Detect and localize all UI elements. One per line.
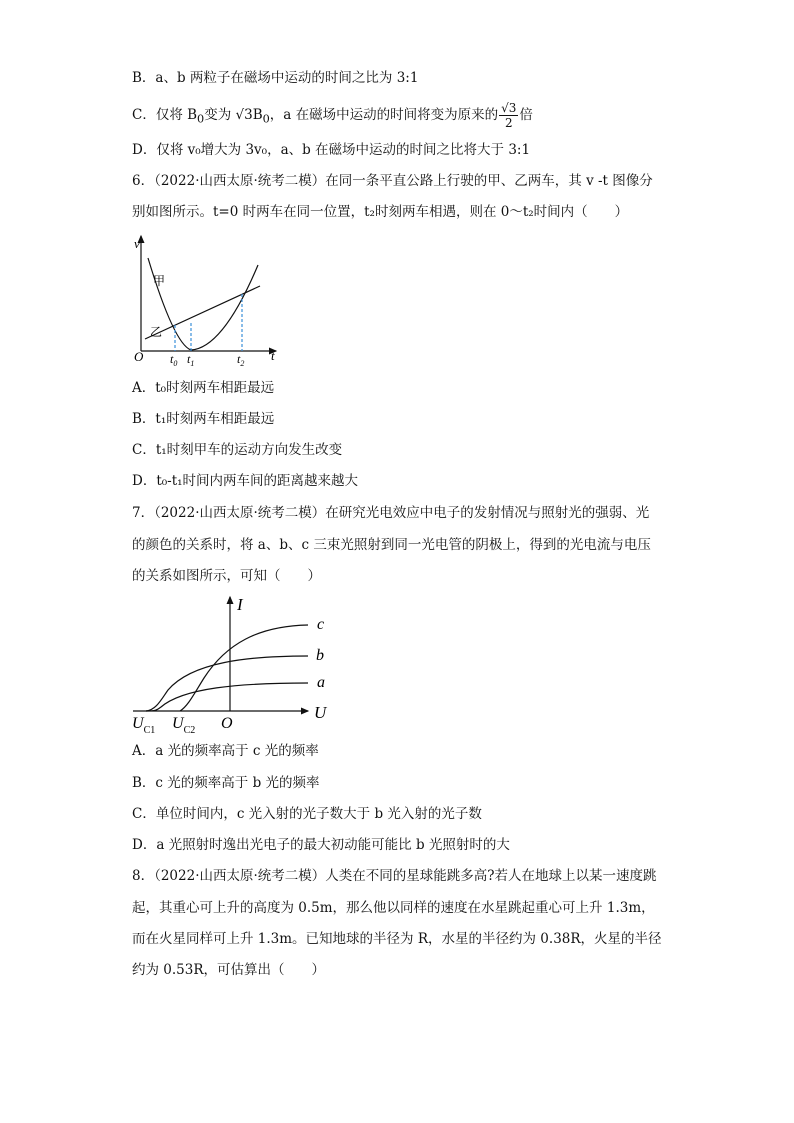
q6-yi-label: 乙 bbox=[150, 325, 163, 339]
q6-stem-line-2: 别如图所示。t=0 时两车在同一位置，t₂时刻两车相遇，则在 0～t₂时间内（ ） bbox=[132, 204, 629, 220]
q7-stem-line-3: 的关系如图所示，可知（ ） bbox=[132, 568, 321, 584]
q5-option-c-text-3: ，a 在磁场中运动的时间将变为原来的 bbox=[269, 107, 499, 123]
q7-uc1-main: U bbox=[132, 715, 144, 732]
q6-option-b: B．t₁时刻两车相距最远 bbox=[132, 411, 275, 427]
q6-option-d: D．t₀-t₁时间内两车间的距离越来越大 bbox=[132, 473, 359, 489]
q7-stem-line-2: 的颜色的关系时，将 a、b、c 三束光照射到同一光电管的阴极上，得到的光电流与电压 bbox=[132, 537, 651, 553]
q6-origin-label: O bbox=[134, 349, 144, 364]
q6-tick-t2-letter: t bbox=[237, 352, 241, 366]
q6-tick-t2 bbox=[237, 352, 244, 368]
q6-tick-t0 bbox=[170, 352, 177, 368]
q7-stem-line-1: 7．（2022·山西太原·统考二模）在研究光电效应中电子的发射情况与照射光的强弱、光 bbox=[132, 505, 650, 521]
q5-option-c-text-1: C．仅将 B bbox=[132, 107, 198, 123]
q5-option-c bbox=[132, 101, 533, 132]
q7-option-c: C．单位时间内，c 光入射的光子数大于 b 光入射的光子数 bbox=[132, 806, 482, 822]
q7-option-a: A．a 光的频率高于 c 光的频率 bbox=[132, 743, 319, 759]
q6-option-a: A．t₀时刻两车相距最远 bbox=[132, 380, 275, 396]
q7-origin-label: O bbox=[221, 715, 233, 732]
q6-stem-line-1: 6．（2022·山西太原·统考二模）在同一条平直公路上行驶的甲、乙两车，其 v -t 图像分 bbox=[132, 173, 653, 189]
q7-uc2-label bbox=[172, 715, 195, 736]
q7-curve-c bbox=[180, 625, 308, 711]
q5-option-d: D．仅将 v₀增大为 3v₀，a、b 在磁场中运动的时间之比将大于 3:1 bbox=[132, 142, 531, 158]
q7-option-d: D．a 光照射时逸出光电子的最大初动能可能比 b 光照射时的大 bbox=[132, 837, 510, 853]
q7-curve-b-label: b bbox=[316, 647, 324, 664]
fraction-numerator: √3 bbox=[501, 101, 517, 115]
q6-tick-t2-sub: 2 bbox=[240, 359, 245, 368]
q5-option-c-sub-1: 0 bbox=[262, 112, 270, 126]
q6-v-label: v bbox=[134, 236, 140, 251]
q6-tick-t1-sub: 1 bbox=[190, 359, 195, 368]
q7-i-label: I bbox=[237, 595, 243, 614]
q5-option-b: B．a、b 两粒子在磁场中运动的时间之比为 3:1 bbox=[132, 70, 419, 86]
q7-curve-c-label: c bbox=[317, 616, 325, 633]
q7-uc1-sub: C1 bbox=[143, 725, 156, 736]
q6-tick-t0-sub: 0 bbox=[173, 359, 178, 368]
q6-line-yi bbox=[145, 286, 260, 339]
q6-option-c: C．t₁时刻甲车的运动方向发生改变 bbox=[132, 442, 343, 458]
q7-option-b: B．c 光的频率高于 b 光的频率 bbox=[132, 775, 320, 791]
q6-tick-t1-letter: t bbox=[187, 352, 191, 366]
q8-line-4: 约为 0.53R，可估算出（ ） bbox=[132, 962, 326, 978]
q5-option-c-text-2: 变为 √3B bbox=[204, 107, 263, 123]
q7-uc1-label bbox=[132, 715, 155, 736]
q5-option-c-fraction bbox=[499, 101, 518, 130]
q6-tick-t0-letter: t bbox=[170, 352, 174, 366]
q5-option-c-text-4: 倍 bbox=[519, 107, 533, 123]
q6-jia-label: 甲 bbox=[153, 274, 166, 288]
q7-uc2-main: U bbox=[172, 715, 184, 732]
q6-t-label: t bbox=[271, 348, 275, 363]
q8-line-3: 而在火星同样可上升 1.3m。已知地球的半径为 R，水星的半径约为 0.38R，火星的半径 bbox=[132, 931, 662, 947]
fraction-denominator: 2 bbox=[504, 116, 513, 130]
q8-line-1: 8．（2022·山西太原·统考二模）人类在不同的星球能跳多高?若人在地球上以某一速度跳 bbox=[132, 868, 657, 884]
q7-curve-a-label: a bbox=[317, 674, 325, 691]
q7-u-label: U bbox=[314, 703, 327, 722]
q7-iu-graph bbox=[128, 590, 338, 740]
q7-uc2-sub: C2 bbox=[183, 725, 196, 736]
q8-line-2: 起，其重心可上升的高度为 0.5m，那么他以同样的速度在水星跳起重心可上升 1.3m， bbox=[132, 900, 655, 916]
q5-option-c-sub-0: 0 bbox=[197, 112, 205, 126]
q6-tick-t1 bbox=[187, 352, 194, 368]
q6-vt-graph bbox=[128, 228, 288, 368]
